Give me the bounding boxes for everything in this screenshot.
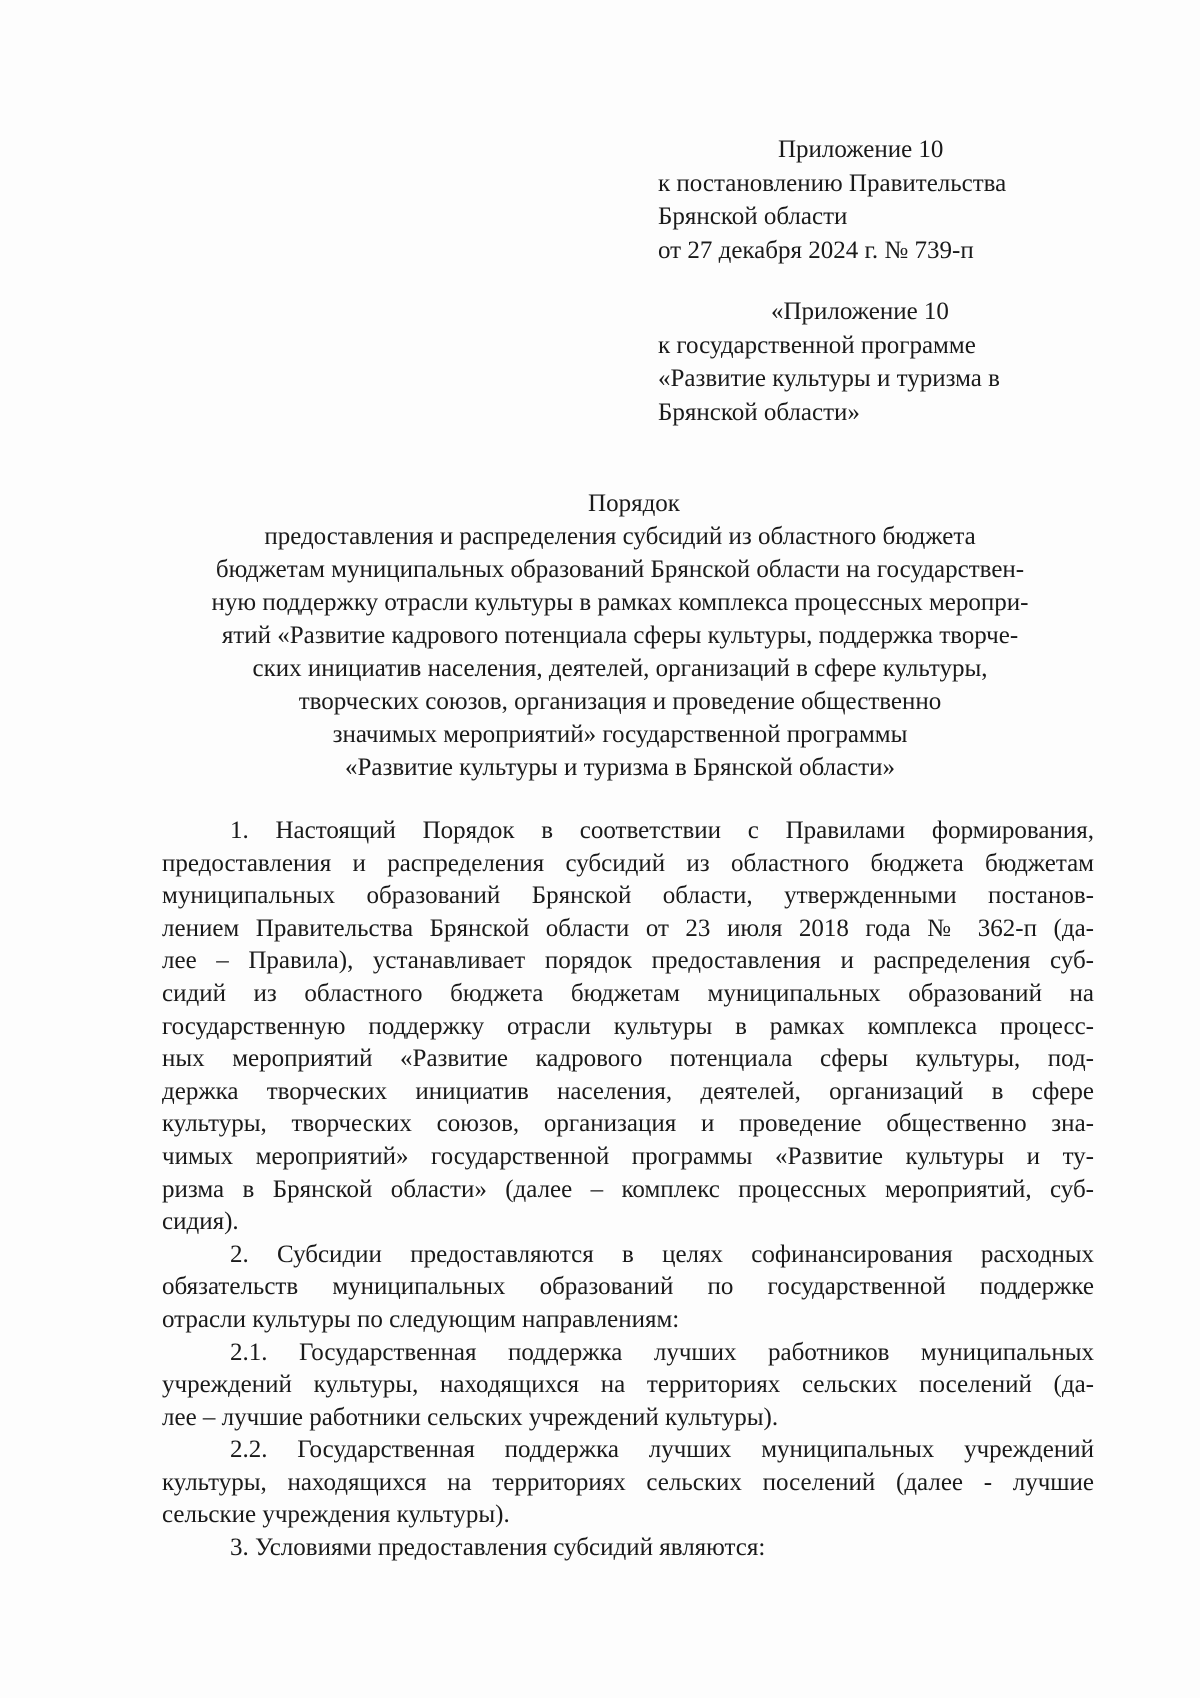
approval-region: Брянской области <box>658 203 848 230</box>
body-line: муниципальных образований Брянской области, утвержденными постанов- <box>162 882 1094 910</box>
body-line: чимых мероприятий» государственной программы «Развитие культуры и ту- <box>162 1142 1094 1170</box>
body-line: 3. Условиями предоставления субсидий являются: <box>230 1534 766 1562</box>
body-line: отрасли культуры по следующим направлениям: <box>162 1305 680 1333</box>
program-name-line-2: Брянской области» <box>658 398 860 426</box>
body-line: 2. Субсидии предоставляются в целях софинансирования расходных <box>230 1240 1094 1268</box>
body-line: учреждений культуры, находящихся на территориях сельских поселений (да- <box>162 1371 1094 1399</box>
program-appendix-number: «Приложение 10 <box>771 298 949 325</box>
approval-resolution-ref: к постановлению Правительства <box>658 169 1007 197</box>
body-line: 1. Настоящий Порядок в соответствии с Правилами формирования, <box>230 817 1094 844</box>
body-line: лением Правительства Брянской области от 23 июля 2018 года № 362-п (да- <box>162 914 1094 942</box>
body-line: держка творческих инициатив населения, деятелей, организаций в сфере <box>162 1077 1094 1105</box>
body-line: культуры, находящихся на территориях сельских поселений (далее - лучшие <box>162 1468 1094 1496</box>
body-line: государственную поддержку отрасли культуры в рамках комплекса процесс- <box>162 1012 1094 1040</box>
title-line: «Развитие культуры и туризма в Брянской области» <box>344 754 896 781</box>
body-line: сидия). <box>162 1208 239 1236</box>
title-line: значимых мероприятий» государственной программы <box>332 721 908 748</box>
document-title <box>160 487 1080 784</box>
approval-appendix-number: Приложение 10 <box>778 136 944 163</box>
body-line: предоставления и распределения субсидий из областного бюджета бюджетам <box>162 849 1094 877</box>
body-line: ных мероприятий «Развитие кадрового потенциала сферы культуры, под- <box>162 1045 1094 1073</box>
program-ref: к государственной программе <box>658 331 976 359</box>
body-line: культуры, творческих союзов, организация и проведение общественно зна- <box>162 1110 1094 1138</box>
body-line: сидий из областного бюджета бюджетам муниципальных образований на <box>162 979 1094 1007</box>
title-line: творческих союзов, организация и проведение общественно <box>298 688 942 715</box>
title-line: предоставления и распределения субсидий из областного бюджета <box>264 523 976 550</box>
approval-date-number: от 27 декабря 2024 г. № 739-п <box>658 236 974 264</box>
program-name-line-1: «Развитие культуры и туризма в <box>658 365 1000 392</box>
approval-block-resolution <box>658 133 1128 267</box>
body-line: сельские учреждения культуры). <box>162 1501 510 1529</box>
body-line: 2.2. Государственная поддержка лучших муниципальных учреждений <box>230 1436 1094 1464</box>
title-line: ную поддержку отрасли культуры в рамках комплекса процессных меропри- <box>211 589 1029 616</box>
document-body <box>162 815 1094 1565</box>
title-heading: Порядок <box>588 490 680 517</box>
body-line: лее – лучшие работники сельских учреждений культуры). <box>162 1403 779 1431</box>
body-line: обязательств муниципальных образований по государственной поддержке <box>162 1273 1094 1301</box>
body-line: 2.1. Государственная поддержка лучших работников муниципальных <box>230 1338 1094 1366</box>
body-line: лее – Правила), устанавливает порядок предоставления и распределения суб- <box>162 947 1094 975</box>
body-line: ризма в Брянской области» (далее – комплекс процессных мероприятий, суб- <box>162 1175 1094 1203</box>
title-line: ских инициатив населения, деятелей, организаций в сфере культуры, <box>252 655 988 682</box>
title-line: бюджетам муниципальных образований Брянской области на государствен- <box>215 556 1025 583</box>
title-line: ятий «Развитие кадрового потенциала сферы культуры, поддержка творче- <box>221 622 1019 649</box>
approval-block-program <box>658 295 1128 429</box>
